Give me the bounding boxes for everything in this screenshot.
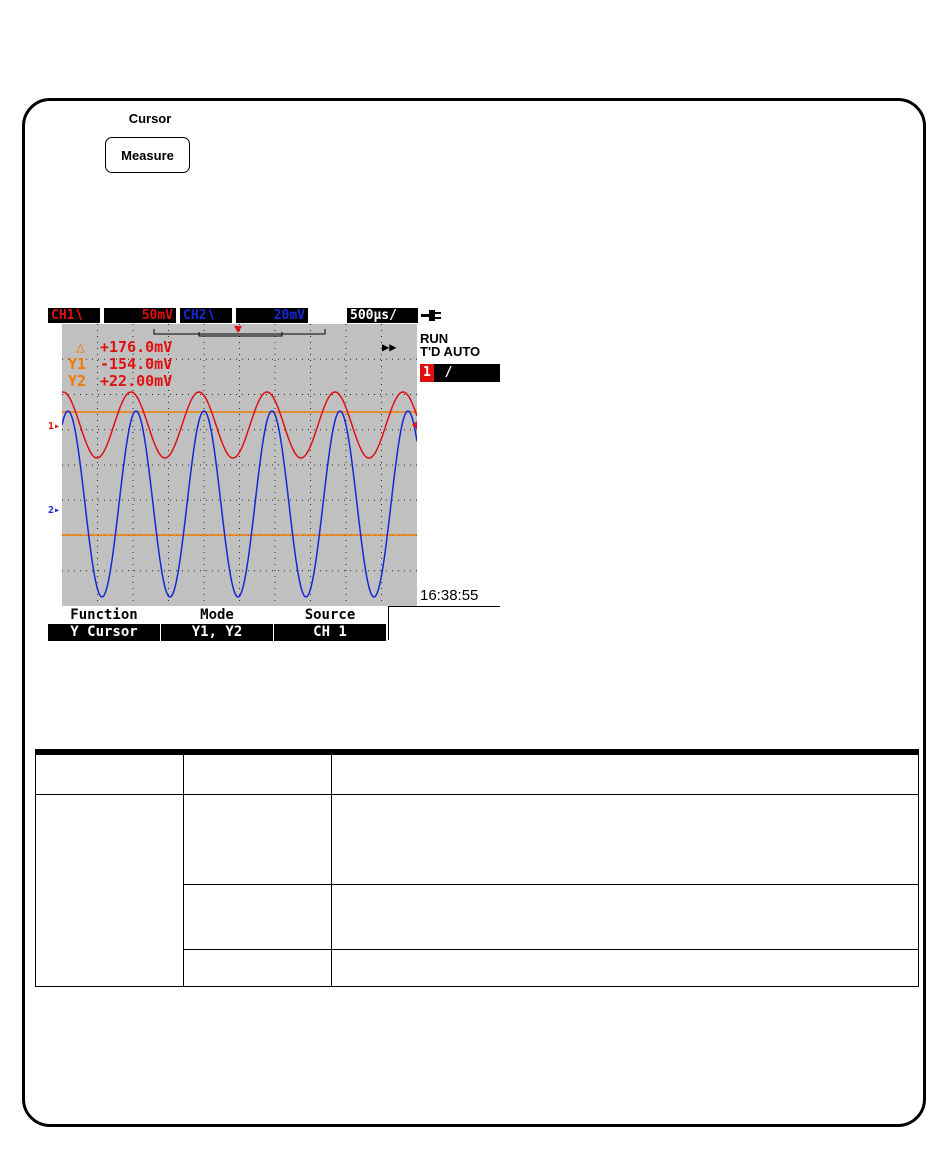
softkey-function[interactable] — [48, 606, 160, 642]
status-panel — [420, 324, 500, 606]
table-cell — [332, 752, 919, 794]
scope-screen — [48, 306, 500, 642]
table-cell — [184, 794, 332, 884]
key-shift-label: Cursor — [128, 111, 172, 126]
table-header-row — [36, 752, 919, 794]
run-status: RUN — [420, 331, 449, 346]
table-cell — [184, 949, 332, 987]
ch2-scale[interactable]: 20mV — [236, 308, 308, 323]
clock: 16:38:55 — [420, 587, 479, 604]
softkey-empty[interactable] — [388, 606, 500, 640]
ch1-trace — [62, 392, 417, 458]
delta-label: △ — [76, 338, 86, 356]
trigger-source: 1 — [420, 364, 434, 382]
softkey-value: Y Cursor — [48, 624, 160, 641]
softkey-source[interactable] — [274, 606, 386, 642]
ch2-ground-marker: 2▸ — [48, 505, 61, 516]
measure-key-label: Measure — [121, 147, 174, 163]
run-forward-icon: ▶▶ — [382, 340, 397, 354]
softkey-title: Mode — [200, 607, 234, 623]
trigger-mode: T'D AUTO — [420, 344, 481, 359]
measure-key-button[interactable] — [105, 137, 190, 173]
softkey-mode[interactable] — [161, 606, 273, 642]
ch2-label[interactable]: CH2∖ — [180, 308, 232, 323]
table-cell — [332, 949, 919, 987]
ch1-ground-marker: 1▸ — [48, 421, 61, 432]
reference-table — [35, 749, 919, 987]
timebase-label[interactable]: 500µs/ — [347, 308, 418, 323]
table-cell — [332, 794, 919, 884]
table-cell — [184, 752, 332, 794]
softkey-bar — [48, 606, 500, 642]
y2-value: +22.00mV — [100, 372, 173, 390]
table-cell — [184, 884, 332, 949]
trigger-position-marker — [234, 326, 242, 333]
softkey-title: Function — [70, 607, 138, 623]
table-row — [36, 794, 919, 884]
table-cell — [36, 794, 184, 987]
softkey-value: Y1, Y2 — [161, 624, 273, 641]
table-cell — [36, 752, 184, 794]
y1-value: -154.0mV — [100, 355, 173, 373]
y2-label: Y2 — [68, 372, 87, 390]
softkey-value: CH 1 — [274, 624, 386, 641]
softkey-title: Source — [304, 607, 356, 623]
power-plug-icon — [421, 308, 445, 323]
trigger-indicator[interactable] — [420, 364, 500, 382]
delta-value: +176.0mV — [100, 338, 173, 356]
table-cell — [332, 884, 919, 949]
ch1-label[interactable]: CH1∖ — [48, 308, 100, 323]
trigger-slope-icon: / — [444, 365, 453, 380]
y1-label: Y1 — [68, 355, 87, 373]
ch1-scale[interactable]: 50mV — [104, 308, 176, 323]
